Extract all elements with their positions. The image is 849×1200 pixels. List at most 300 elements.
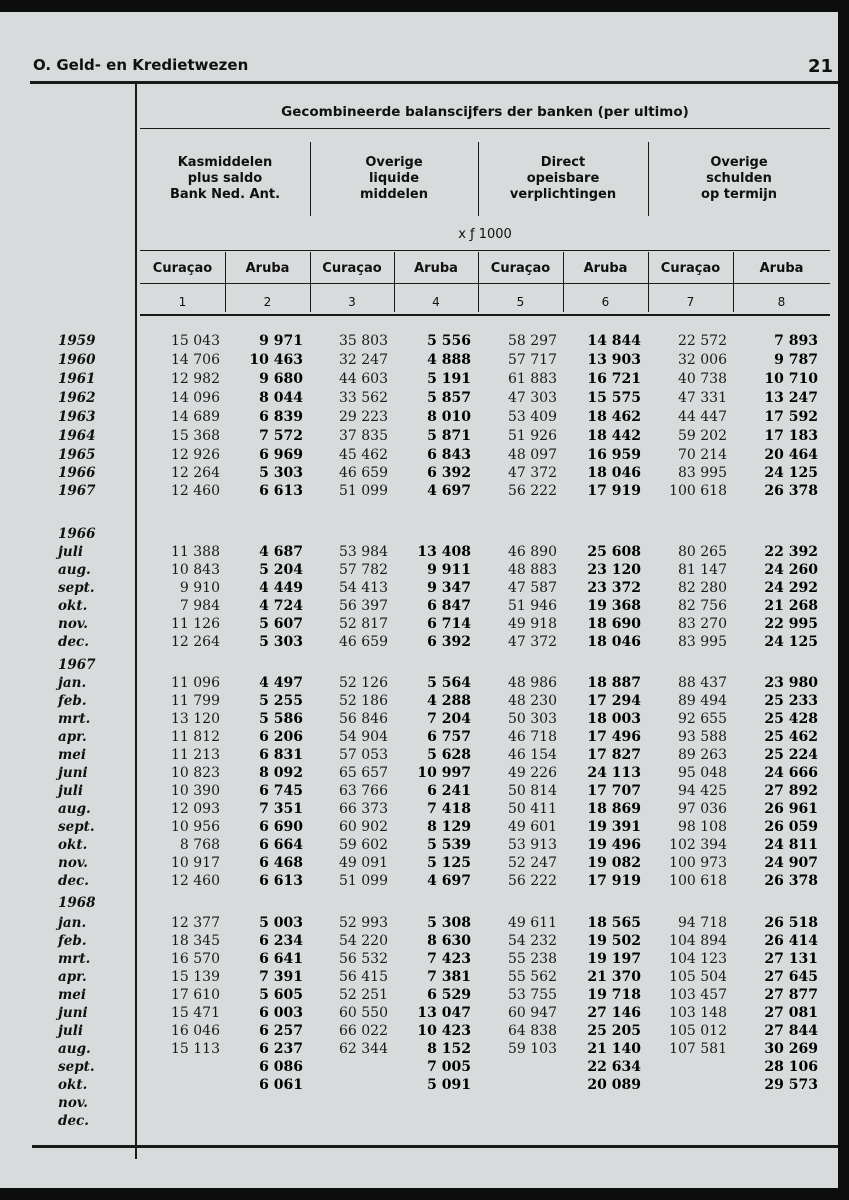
- table-cell: 94 718: [678, 915, 727, 931]
- table-cell: 54 232: [508, 933, 557, 949]
- table-cell: 83 995: [678, 465, 727, 481]
- table-cell: 30 269: [764, 1041, 818, 1057]
- table-cell: 5 857: [427, 390, 471, 406]
- table-cell: 27 645: [764, 969, 818, 985]
- row-label: okt.: [58, 837, 88, 853]
- table-cell: 23 372: [587, 580, 641, 596]
- table-cell: 47 372: [508, 634, 557, 650]
- table-cell: 25 205: [587, 1023, 641, 1039]
- table-cell: 12 377: [171, 915, 220, 931]
- table-cell: 12 093: [171, 801, 220, 817]
- table-cell: 17 919: [587, 873, 641, 889]
- table-cell: 48 097: [508, 447, 557, 463]
- table-cell: 5 607: [259, 616, 303, 632]
- table-cell: 103 457: [669, 987, 727, 1003]
- column-number: 3: [348, 295, 356, 309]
- table-cell: 6 257: [259, 1023, 303, 1039]
- table-cell: 32 247: [339, 352, 388, 368]
- table-cell: 47 331: [678, 390, 727, 406]
- table-cell: 46 718: [508, 729, 557, 745]
- table-cell: 17 294: [587, 693, 641, 709]
- table-cell: 81 147: [678, 562, 727, 578]
- table-cell: 97 036: [678, 801, 727, 817]
- group-divider: [478, 142, 479, 216]
- table-cell: 10 917: [171, 855, 220, 871]
- table-cell: 22 634: [587, 1059, 641, 1075]
- table-cell: 56 397: [339, 598, 388, 614]
- table-cell: 17 610: [171, 987, 220, 1003]
- table-cell: 15 043: [171, 333, 220, 349]
- table-cell: 6 847: [427, 598, 471, 614]
- table-cell: 46 659: [339, 465, 388, 481]
- table-cell: 19 718: [587, 987, 641, 1003]
- table-cell: 46 659: [339, 634, 388, 650]
- table-cell: 10 390: [171, 783, 220, 799]
- table-cell: 66 022: [339, 1023, 388, 1039]
- table-cell: 6 843: [427, 447, 471, 463]
- table-cell: 24 292: [764, 580, 818, 596]
- table-cell: 92 655: [678, 711, 727, 727]
- table-cell: 51 099: [339, 873, 388, 889]
- table-cell: 4 497: [259, 675, 303, 691]
- table-cell: 6 641: [259, 951, 303, 967]
- table-cell: 47 372: [508, 465, 557, 481]
- row-label: dec.: [58, 873, 89, 889]
- table-cell: 9 787: [774, 352, 818, 368]
- table-cell: 26 378: [764, 483, 818, 499]
- table-cell: 5 091: [427, 1077, 471, 1093]
- row-label: sept.: [58, 580, 95, 596]
- table-cell: 7 423: [427, 951, 471, 967]
- column-divider: [733, 252, 734, 312]
- table-cell: 25 462: [764, 729, 818, 745]
- table-cell: 51 946: [508, 598, 557, 614]
- table-cell: 24 811: [764, 837, 818, 853]
- table-cell: 57 717: [508, 352, 557, 368]
- table-cell: 47 303: [508, 390, 557, 406]
- table-cell: 5 303: [259, 465, 303, 481]
- column-number: 7: [686, 295, 695, 309]
- table-cell: 51 926: [508, 428, 557, 444]
- column-divider: [648, 252, 649, 312]
- table-cell: 11 812: [171, 729, 220, 745]
- table-cell: 98 108: [678, 819, 727, 835]
- row-label: 1962: [58, 390, 96, 406]
- table-cell: 16 570: [171, 951, 220, 967]
- table-cell: 14 706: [171, 352, 220, 368]
- table-cell: 15 471: [171, 1005, 220, 1021]
- table-cell: 6 392: [427, 634, 471, 650]
- header-rule: [140, 283, 830, 284]
- title-rule: [140, 128, 830, 129]
- column-divider: [225, 252, 226, 312]
- column-divider: [563, 252, 564, 312]
- table-cell: 12 264: [171, 634, 220, 650]
- table-cell: 5 605: [259, 987, 303, 1003]
- table-cell: 56 222: [508, 483, 557, 499]
- table-cell: 14 844: [587, 333, 641, 349]
- table-cell: 6 664: [259, 837, 303, 853]
- table-cell: 5 586: [259, 711, 303, 727]
- table-cell: 4 697: [427, 873, 471, 889]
- table-cell: 16 721: [587, 371, 641, 387]
- table-cell: 5 539: [427, 837, 471, 853]
- table-cell: 52 126: [339, 675, 388, 691]
- table-cell: 8 768: [179, 837, 220, 853]
- table-cell: 11 126: [171, 616, 220, 632]
- table-cell: 104 123: [669, 951, 727, 967]
- table-cell: 95 048: [678, 765, 727, 781]
- table-cell: 4 687: [259, 544, 303, 560]
- table-cell: 6 529: [427, 987, 471, 1003]
- group-divider: [310, 142, 311, 216]
- table-cell: 6 839: [259, 409, 303, 425]
- row-label: 1966: [58, 465, 96, 481]
- table-cell: 6 714: [427, 616, 471, 632]
- table-cell: 60 902: [339, 819, 388, 835]
- table-cell: 25 608: [587, 544, 641, 560]
- table-cell: 88 437: [678, 675, 727, 691]
- table-cell: 5 003: [259, 915, 303, 931]
- table-cell: 18 046: [587, 465, 641, 481]
- table-cell: 27 844: [764, 1023, 818, 1039]
- table-cell: 18 690: [587, 616, 641, 632]
- table-cell: 17 183: [764, 428, 818, 444]
- table-cell: 5 556: [427, 333, 471, 349]
- table-cell: 105 504: [669, 969, 727, 985]
- table-cell: 59 103: [508, 1041, 557, 1057]
- table-cell: 9 910: [179, 580, 220, 596]
- row-label: 1967: [58, 657, 96, 673]
- table-cell: 10 710: [764, 371, 818, 387]
- table-cell: 89 263: [678, 747, 727, 763]
- table-cell: 9 971: [259, 333, 303, 349]
- column-number: 5: [516, 295, 525, 309]
- column-header: Aruba: [414, 261, 458, 276]
- table-cell: 24 907: [764, 855, 818, 871]
- column-number: 1: [178, 295, 187, 309]
- table-cell: 5 308: [427, 915, 471, 931]
- table-cell: 9 347: [427, 580, 471, 596]
- table-cell: 12 460: [171, 873, 220, 889]
- table-cell: 6 613: [259, 483, 303, 499]
- table-cell: 7 204: [427, 711, 471, 727]
- table-cell: 18 003: [587, 711, 641, 727]
- table-cell: 24 125: [764, 634, 818, 650]
- table-cell: 8 044: [259, 390, 303, 406]
- table-cell: 13 120: [171, 711, 220, 727]
- body-top-rule: [140, 314, 830, 316]
- table-cell: 22 392: [764, 544, 818, 560]
- column-number: 4: [432, 295, 440, 309]
- table-cell: 25 428: [764, 711, 818, 727]
- table-cell: 27 877: [764, 987, 818, 1003]
- column-header: Curaçao: [152, 261, 213, 276]
- table-cell: 24 260: [764, 562, 818, 578]
- column-number: 6: [601, 295, 610, 309]
- row-label: dec.: [58, 634, 89, 650]
- table-cell: 102 394: [669, 837, 727, 853]
- table-cell: 26 518: [764, 915, 818, 931]
- table-cell: 8 129: [427, 819, 471, 835]
- table-cell: 22 995: [764, 616, 818, 632]
- table-cell: 6 086: [259, 1059, 303, 1075]
- table-cell: 94 425: [678, 783, 727, 799]
- table-cell: 18 442: [587, 428, 641, 444]
- table-cell: 6 206: [259, 729, 303, 745]
- table-cell: 10 463: [249, 352, 303, 368]
- table-cell: 19 368: [587, 598, 641, 614]
- table-cell: 53 409: [508, 409, 557, 425]
- table-cell: 18 046: [587, 634, 641, 650]
- table-cell: 15 139: [171, 969, 220, 985]
- row-label: nov.: [58, 1095, 89, 1111]
- table-cell: 83 995: [678, 634, 727, 650]
- table-cell: 14 096: [171, 390, 220, 406]
- row-label: 1966: [58, 526, 96, 542]
- column-divider: [478, 252, 479, 312]
- table-cell: 80 265: [678, 544, 727, 560]
- table-cell: 60 947: [508, 1005, 557, 1021]
- row-label: feb.: [58, 933, 87, 949]
- table-cell: 7 391: [259, 969, 303, 985]
- unit-rule: [140, 250, 830, 251]
- table-cell: 27 146: [587, 1005, 641, 1021]
- row-label: juni: [58, 1005, 88, 1021]
- table-cell: 29 573: [764, 1077, 818, 1093]
- row-label: mei: [58, 987, 87, 1003]
- table-cell: 9 680: [259, 371, 303, 387]
- row-label: jan.: [58, 915, 87, 931]
- table-cell: 70 214: [678, 447, 727, 463]
- table-cell: 6 613: [259, 873, 303, 889]
- table-cell: 46 890: [508, 544, 557, 560]
- table-cell: 59 202: [678, 428, 727, 444]
- table-cell: 17 707: [587, 783, 641, 799]
- table-cell: 4 888: [427, 352, 471, 368]
- table-cell: 15 575: [587, 390, 641, 406]
- table-cell: 5 628: [427, 747, 471, 763]
- table-cell: 107 581: [669, 1041, 727, 1057]
- table-cell: 19 496: [587, 837, 641, 853]
- table-cell: 16 046: [171, 1023, 220, 1039]
- table-cell: 40 738: [678, 371, 727, 387]
- table-cell: 13 903: [587, 352, 641, 368]
- group-header-direct-liabilities: Direct opeisbare verplichtingen: [509, 155, 617, 202]
- table-cell: 17 496: [587, 729, 641, 745]
- table-cell: 105 012: [669, 1023, 727, 1039]
- group-header-cash: Kasmiddelen plus saldo Bank Ned. Ant.: [169, 155, 281, 202]
- table-cell: 5 255: [259, 693, 303, 709]
- table-cell: 52 247: [508, 855, 557, 871]
- table-cell: 60 550: [339, 1005, 388, 1021]
- table-cell: 5 303: [259, 634, 303, 650]
- table-cell: 65 657: [339, 765, 388, 781]
- table-cell: 11 096: [171, 675, 220, 691]
- table-cell: 46 154: [508, 747, 557, 763]
- row-label: 1960: [58, 352, 96, 368]
- row-label: nov.: [58, 616, 89, 632]
- table-cell: 23 980: [764, 675, 818, 691]
- row-label: 1968: [58, 895, 96, 911]
- table-cell: 26 961: [764, 801, 818, 817]
- table-cell: 53 913: [508, 837, 557, 853]
- table-cell: 20 464: [764, 447, 818, 463]
- table-cell: 7 572: [259, 428, 303, 444]
- table-cell: 12 982: [171, 371, 220, 387]
- top-rule: [30, 81, 838, 84]
- table-cell: 8 010: [427, 409, 471, 425]
- table-cell: 6 234: [259, 933, 303, 949]
- table-cell: 8 630: [427, 933, 471, 949]
- document-page: [0, 12, 838, 1188]
- table-cell: 21 370: [587, 969, 641, 985]
- table-cell: 15 368: [171, 428, 220, 444]
- table-cell: 13 247: [764, 390, 818, 406]
- table-cell: 24 666: [764, 765, 818, 781]
- column-divider: [310, 252, 311, 312]
- table-cell: 57 782: [339, 562, 388, 578]
- table-cell: 4 724: [259, 598, 303, 614]
- row-label: aug.: [58, 562, 91, 578]
- table-cell: 5 204: [259, 562, 303, 578]
- table-cell: 48 986: [508, 675, 557, 691]
- table-cell: 18 462: [587, 409, 641, 425]
- table-cell: 4 449: [259, 580, 303, 596]
- row-label: 1959: [58, 333, 96, 349]
- row-label: aug.: [58, 801, 91, 817]
- table-cell: 6 061: [259, 1077, 303, 1093]
- table-cell: 6 745: [259, 783, 303, 799]
- table-cell: 19 197: [587, 951, 641, 967]
- table-cell: 15 113: [171, 1041, 220, 1057]
- row-label: nov.: [58, 855, 89, 871]
- table-cell: 89 494: [678, 693, 727, 709]
- table-cell: 82 280: [678, 580, 727, 596]
- table-cell: 8 152: [427, 1041, 471, 1057]
- table-cell: 10 423: [417, 1023, 471, 1039]
- row-label: juli: [58, 544, 83, 560]
- row-label: feb.: [58, 693, 87, 709]
- table-cell: 54 904: [339, 729, 388, 745]
- table-cell: 50 814: [508, 783, 557, 799]
- table-cell: 37 835: [339, 428, 388, 444]
- table-cell: 25 233: [764, 693, 818, 709]
- table-cell: 21 140: [587, 1041, 641, 1057]
- table-cell: 50 303: [508, 711, 557, 727]
- table-cell: 7 381: [427, 969, 471, 985]
- table-cell: 27 131: [764, 951, 818, 967]
- table-cell: 52 817: [339, 616, 388, 632]
- table-cell: 6 003: [259, 1005, 303, 1021]
- table-cell: 51 099: [339, 483, 388, 499]
- page-number: 21: [808, 56, 834, 77]
- table-cell: 6 241: [427, 783, 471, 799]
- table-cell: 47 587: [508, 580, 557, 596]
- table-cell: 8 092: [259, 765, 303, 781]
- row-label: okt.: [58, 1077, 88, 1093]
- table-cell: 58 297: [508, 333, 557, 349]
- row-label: jan.: [58, 675, 87, 691]
- table-cell: 6 392: [427, 465, 471, 481]
- column-header: Aruba: [245, 261, 290, 276]
- table-cell: 17 919: [587, 483, 641, 499]
- table-cell: 93 588: [678, 729, 727, 745]
- table-cell: 50 411: [508, 801, 557, 817]
- column-header: Curaçao: [322, 261, 382, 276]
- table-cell: 10 997: [417, 765, 471, 781]
- table-cell: 5 871: [427, 428, 471, 444]
- table-cell: 6 757: [427, 729, 471, 745]
- table-cell: 44 603: [339, 371, 388, 387]
- row-label: sept.: [58, 1059, 95, 1075]
- table-cell: 52 251: [339, 987, 388, 1003]
- row-label: okt.: [58, 598, 88, 614]
- table-cell: 55 238: [508, 951, 557, 967]
- table-cell: 6 690: [259, 819, 303, 835]
- column-header: Curaçao: [660, 261, 721, 276]
- table-cell: 19 391: [587, 819, 641, 835]
- unit-label: x ƒ 1000: [458, 227, 512, 242]
- table-cell: 61 883: [508, 371, 557, 387]
- table-cell: 49 611: [508, 915, 557, 931]
- table-cell: 53 984: [339, 544, 388, 560]
- row-label: 1965: [58, 447, 96, 463]
- table-cell: 18 345: [171, 933, 220, 949]
- table-cell: 24 125: [764, 465, 818, 481]
- table-cell: 56 222: [508, 873, 557, 889]
- table-cell: 49 918: [508, 616, 557, 632]
- table-cell: 48 883: [508, 562, 557, 578]
- column-number: 8: [777, 295, 786, 309]
- table-cell: 83 270: [678, 616, 727, 632]
- table-cell: 49 226: [508, 765, 557, 781]
- table-cell: 13 047: [417, 1005, 471, 1021]
- row-label: 1964: [58, 428, 96, 444]
- table-cell: 64 838: [508, 1023, 557, 1039]
- table-cell: 23 120: [587, 562, 641, 578]
- table-cell: 44 447: [678, 409, 727, 425]
- table-cell: 5 564: [427, 675, 471, 691]
- table-cell: 33 562: [339, 390, 388, 406]
- table-cell: 6 468: [259, 855, 303, 871]
- group-header-other-liquid: Overige liquide middelen: [360, 155, 428, 202]
- column-divider: [394, 252, 395, 312]
- table-cell: 32 006: [678, 352, 727, 368]
- row-label: sept.: [58, 819, 95, 835]
- table-cell: 26 378: [764, 873, 818, 889]
- table-cell: 10 823: [171, 765, 220, 781]
- table-cell: 19 082: [587, 855, 641, 871]
- table-cell: 9 911: [427, 562, 471, 578]
- table-title: Gecombineerde balanscijfers der banken (per ultimo): [281, 104, 689, 120]
- table-cell: 13 408: [417, 544, 471, 560]
- table-cell: 62 344: [339, 1041, 388, 1057]
- table-cell: 54 220: [339, 933, 388, 949]
- table-cell: 26 414: [764, 933, 818, 949]
- row-label: apr.: [58, 969, 87, 985]
- table-cell: 66 373: [339, 801, 388, 817]
- row-label: dec.: [58, 1113, 89, 1129]
- table-cell: 100 618: [669, 873, 727, 889]
- table-cell: 63 766: [339, 783, 388, 799]
- group-divider: [648, 142, 649, 216]
- table-cell: 56 532: [339, 951, 388, 967]
- row-label: juli: [58, 783, 83, 799]
- column-number: 2: [263, 295, 272, 309]
- section-title: O. Geld- en Kredietwezen: [33, 56, 249, 74]
- table-cell: 35 803: [339, 333, 388, 349]
